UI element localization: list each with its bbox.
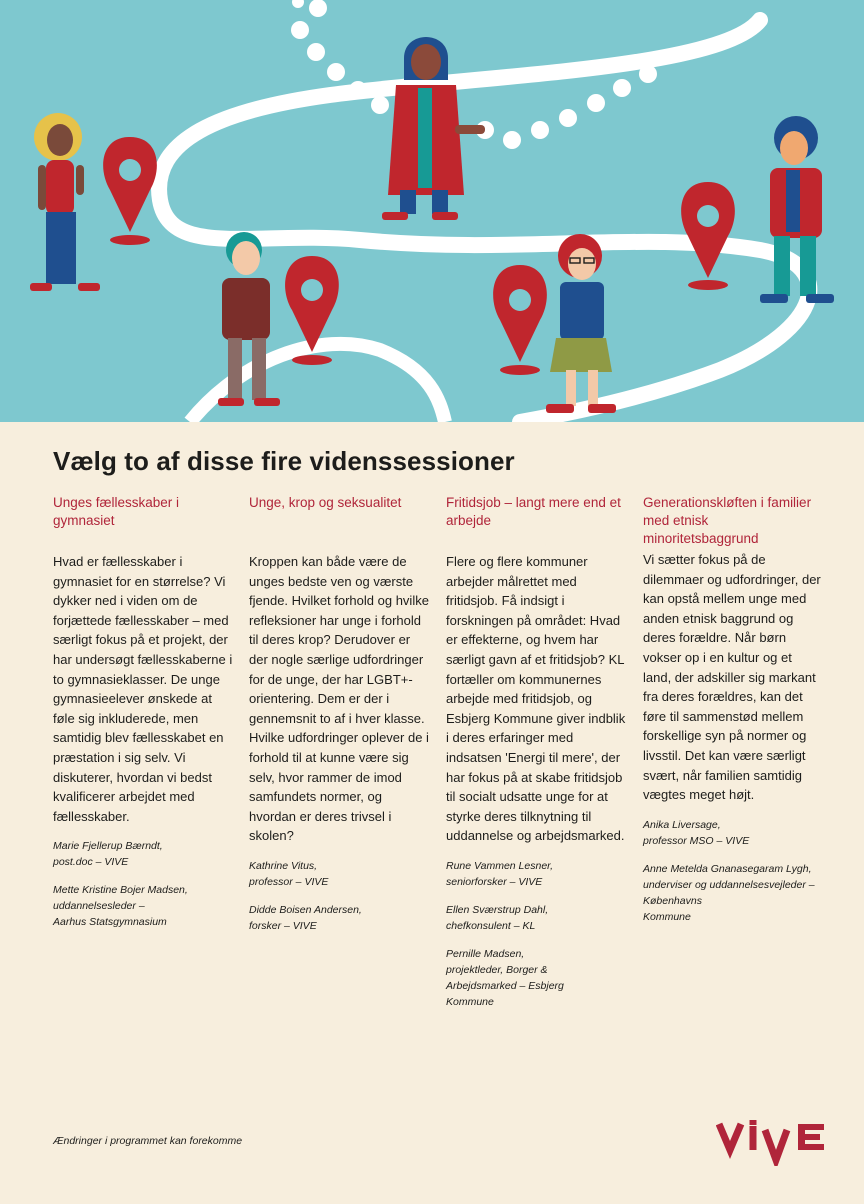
session-column xyxy=(53,494,233,930)
session-title: Generationskløften i familier med etnisk minoritetsbaggrund xyxy=(643,495,812,546)
vive-logo xyxy=(716,1118,830,1171)
session-author: Pernille Madsen, projektleder, Borger & Arbejdsmarked – Esbjerg Kommune xyxy=(446,947,564,1008)
session-description: Vi sætter fokus på de dilemmaer og udfordringer, der kan opstå mellem unge med anden etnisk baggrund og deres forældre. Når børn vokser op i en kultur og et land, der adskiller sig markant fra deres forældres, kan det føre til sammenstød mellem forskellige syn på normer og livsstil. Det kan være særligt svært, når familien samtidig vægtes meget højt. xyxy=(643,552,821,803)
page-title: Vælg to af disse fire videnssessioner xyxy=(53,446,515,476)
session-title: Unge, krop og seksualitet xyxy=(249,495,402,510)
content-area xyxy=(0,422,864,1204)
session-title: Unges fællesskaber i gymnasiet xyxy=(53,495,180,528)
session-author: Anika Liversage, professor MSO – VIVE xyxy=(643,818,750,847)
map-pin-icon xyxy=(493,265,547,375)
session-description: Kroppen kan både være de unges bedste ven og værste fjende. Hvilket forhold og hvilke refleksioner har unge i forhold til deres krop? Derudover er der nogle særlige udfordringer for de unge, der har LGBT+-orientering. Dem er der i gennemsnit to af i hver klasse. Hvilke udfordringer oplever de i forhold til at kunne være sig selv, hvor rammer de imod samfundets normer, og hvordan er deres trivsel i skolen? xyxy=(249,554,429,844)
session-description: Hvad er fællesskaber i gymnasiet for en størrelse? Vi dykker ned i viden om de forjættede fællesskaber – med særligt fokus på et projekt, der har undersøgt fællesskaberne i to gymnasieklasser. De unge gymnasieelever ønskede at føle sig inkluderede, men samtidig blev fællesskabet en præstation i sig selv. Vi diskuterer, hvordan vi bedst kvalificerer arbejdet med fællesskaber. xyxy=(53,554,233,824)
session-column xyxy=(446,494,626,1010)
session-author: Anne Metelda Gnanasegaram Lygh, underviser og uddannelsesvejleder – Københavns Kommune xyxy=(643,862,815,923)
hero-scene xyxy=(0,0,864,422)
person-figure xyxy=(30,113,100,291)
hero-illustration xyxy=(0,0,864,422)
session-author: Didde Boisen Andersen, forsker – VIVE xyxy=(249,903,362,932)
session-author: Mette Kristine Bojer Madsen, uddannelsesleder – Aarhus Statsgymnasium xyxy=(53,884,188,929)
session-author: Ellen Sværstrup Dahl, chefkonsulent – KL xyxy=(446,903,549,932)
session-column xyxy=(249,494,429,934)
session-description: Flere og flere kommuner arbejder målrettet med fritidsjob. Få indsigt i forskningen på området: Hvad er effekterne, og hvem har særligt gavn af et fritidsjob? KL fortæller om kommunernes arbejde med fritidsjob, og Esbjerg Kommune giver indblik i deres erfaringer med indsatsen 'Energi til mere', der har fokus på at skabe fritidsjob til socialt udsatte unge for at styrke deres tilknytning til uddannelse og arbejdsmarked. xyxy=(446,554,626,844)
person-figure xyxy=(546,234,616,413)
session-column xyxy=(643,494,823,925)
session-title: Fritidsjob – langt mere end et arbejde xyxy=(446,495,621,528)
footer-note: Ændringer i programmet kan forekomme xyxy=(53,1135,243,1147)
session-author: Kathrine Vitus, professor – VIVE xyxy=(249,859,329,888)
map-pin-icon xyxy=(681,182,735,290)
vive-logo-mark xyxy=(716,1118,830,1166)
map-pin-icon xyxy=(103,137,157,245)
session-author: Rune Vammen Lesner, seniorforsker – VIVE xyxy=(446,859,554,888)
session-author: Marie Fjellerup Bærndt, post.doc – VIVE xyxy=(53,840,163,869)
person-figure xyxy=(382,37,485,220)
